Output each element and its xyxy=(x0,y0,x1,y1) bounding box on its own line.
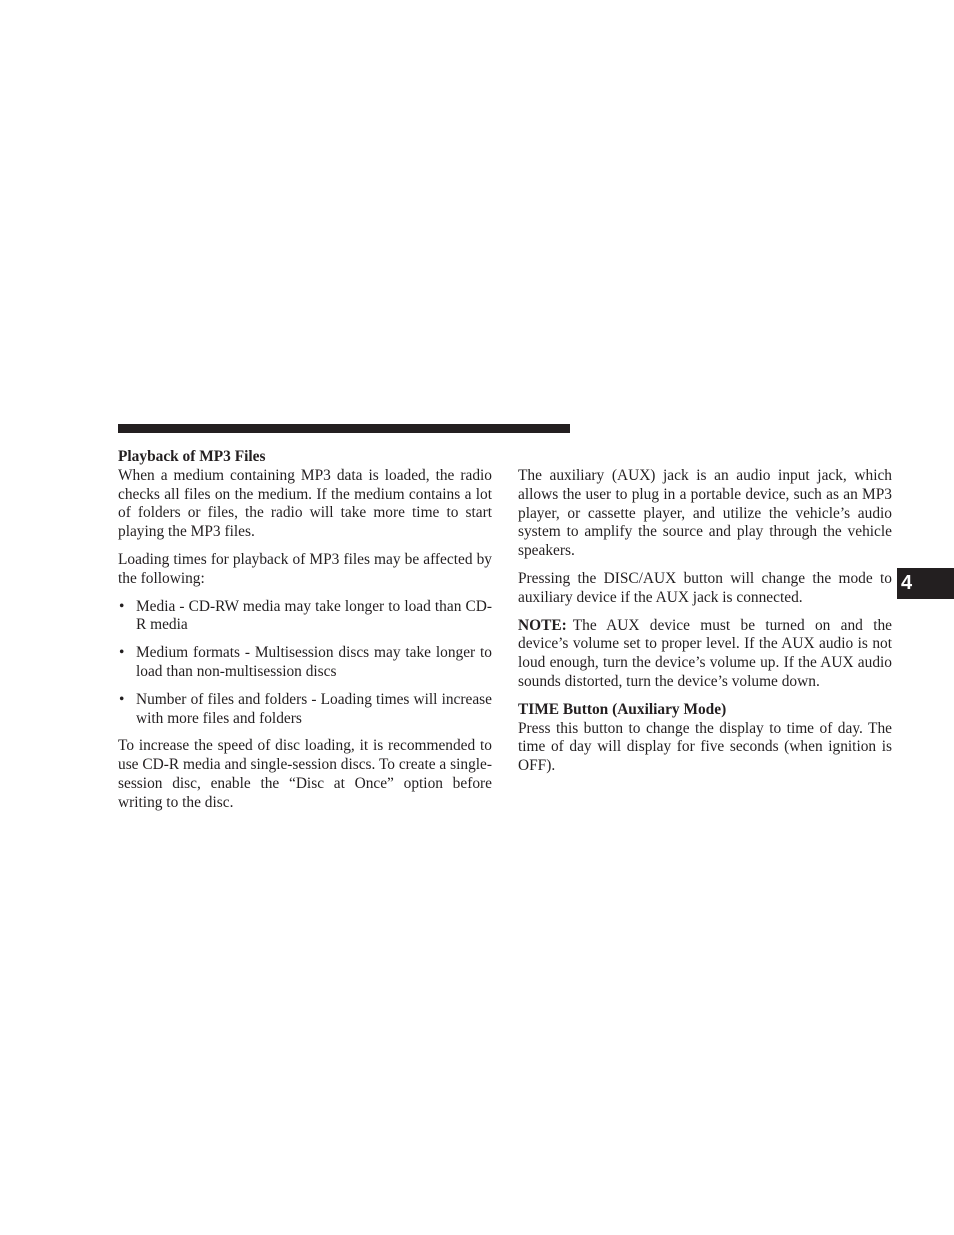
paragraph: To increase the speed of disc loading, it is recommended to use CD-R media and single-session discs. To create a single-session disc, enable the “Disc at Once” option before writing to the disc. xyxy=(118,737,492,811)
bullet-list xyxy=(118,598,492,729)
list-item xyxy=(118,598,492,636)
paragraph: Pressing the DISC/AUX button will change the mode to auxiliary device if the AUX jack is connected. xyxy=(518,569,892,606)
list-item-text: Number of files and folders - Loading times will increase with more files and folders xyxy=(136,690,492,727)
paragraph: When a medium containing MP3 data is loaded, the radio checks all files on the medium. If the medium contains a lot of folders or files, the radio will take more time to start playing the MP3 files. xyxy=(118,466,492,541)
section-heading-time: TIME Button (Auxiliary Mode) xyxy=(518,700,727,718)
bullet-icon: • xyxy=(119,690,125,708)
chapter-tab: 4 xyxy=(897,568,954,599)
bullet-icon: • xyxy=(119,597,125,615)
list-item-text: Medium formats - Multisession discs may take longer to load than non-multisession discs xyxy=(136,644,492,680)
right-column xyxy=(518,467,892,776)
list-item-text: Media - CD-RW media may take longer to load than CD-R media xyxy=(136,597,492,634)
paragraph: Press this button to change the display to time of day. The time of day will display for five seconds (when ignition is OFF). xyxy=(518,719,892,775)
note-text: The AUX device must be turned on and the device’s volume set to proper level. If the AUX audio is not loud enough, turn the device’s volume up. If the AUX audio sounds distorted, turn the device’s volume down. xyxy=(518,616,892,690)
section-rule xyxy=(118,424,570,433)
list-item xyxy=(118,691,492,729)
left-column xyxy=(118,448,492,822)
bullet-icon: • xyxy=(119,644,125,662)
paragraph: The auxiliary (AUX) jack is an audio input jack, which allows the user to plug in a portable device, such as an MP3 player, or cassette player, and utilize the vehicle’s audio system to amplify the source and play through the vehicle speakers. xyxy=(518,467,892,560)
section-heading-mp3: Playback of MP3 Files xyxy=(118,448,266,465)
note-paragraph xyxy=(518,617,892,692)
list-item xyxy=(118,644,492,682)
paragraph: Loading times for playback of MP3 files may be affected by the following: xyxy=(118,550,492,587)
note-label: NOTE: xyxy=(518,616,567,634)
